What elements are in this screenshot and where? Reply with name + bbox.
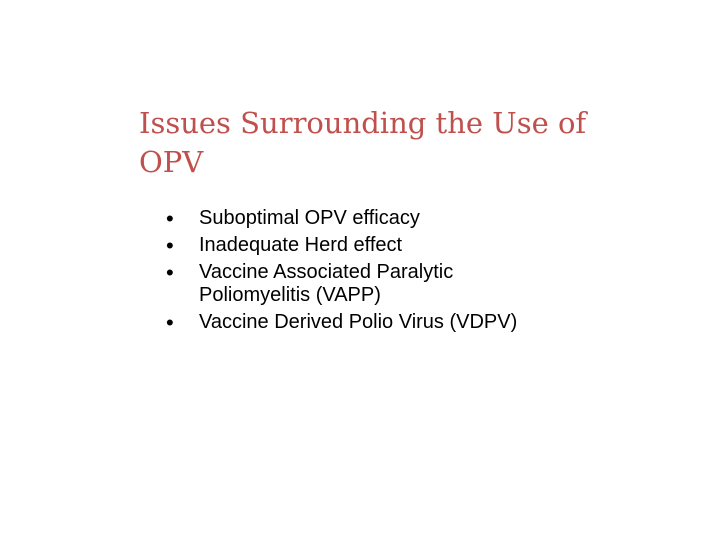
bullet-text: Suboptimal OPV efficacy bbox=[199, 207, 420, 229]
bullet-text: Vaccine Associated Paralytic Poliomyelitis (VAPP) bbox=[199, 261, 454, 306]
bullet-item bbox=[164, 311, 564, 334]
bullet-icon: • bbox=[166, 310, 174, 335]
bullet-item bbox=[164, 207, 564, 230]
bullet-icon: • bbox=[166, 206, 174, 231]
bullet-item bbox=[164, 234, 564, 257]
slide-title: Issues Surrounding the Use of OPV bbox=[139, 106, 587, 179]
bullet-item bbox=[164, 261, 564, 307]
bullet-list bbox=[164, 207, 564, 338]
bullet-icon: • bbox=[166, 233, 174, 258]
bullet-text: Vaccine Derived Polio Virus (VDPV) bbox=[199, 311, 518, 333]
bullet-icon: • bbox=[166, 260, 174, 285]
bullet-text: Inadequate Herd effect bbox=[199, 234, 403, 256]
